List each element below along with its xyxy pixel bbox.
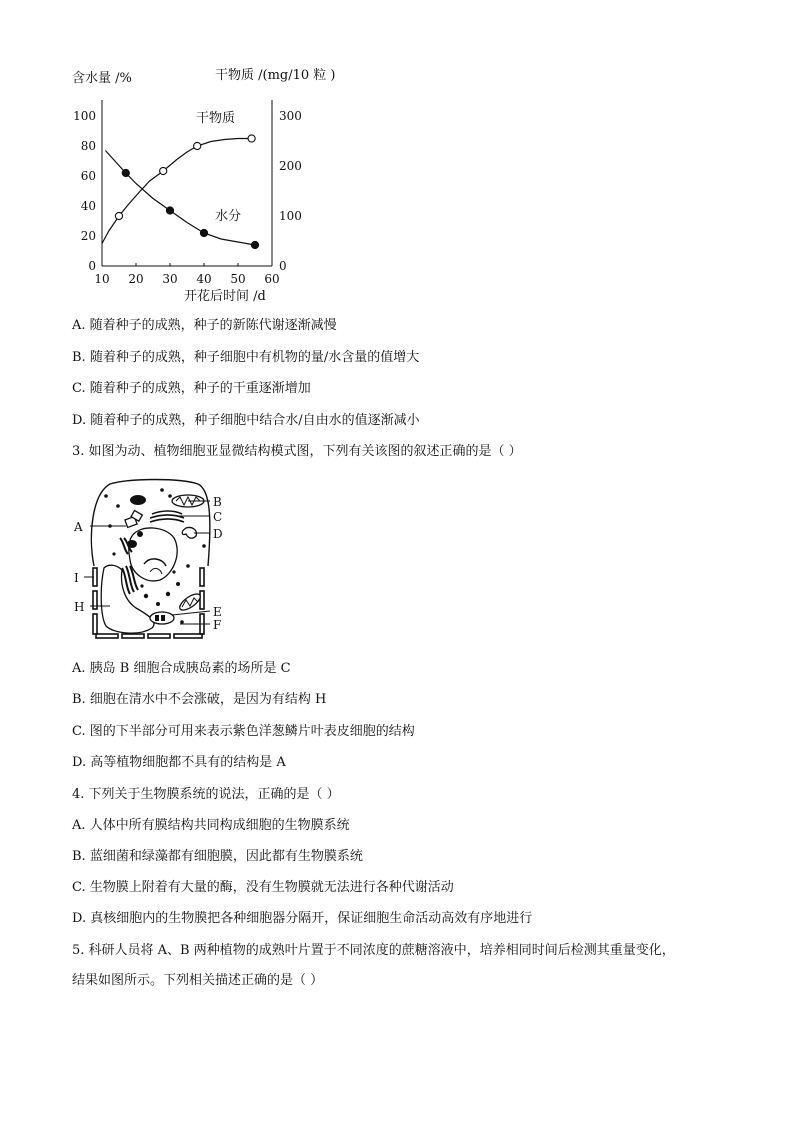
q5-stem-line-1: 5. 科研人员将 A、B 两种植物的成熟叶片置于不同浓度的蔗糖溶液中，培养相同时间后检测其重量变化， — [72, 943, 675, 958]
q4-option-c: C. 生物膜上附着有大量的酶，没有生物膜就无法进行各种代谢活动 — [72, 880, 454, 895]
y-right-tick-label: 100 — [279, 209, 302, 223]
q4-stem: 4. 下列关于生物膜系统的说法，正确的是（ ） — [72, 787, 340, 802]
cell-label-i: I — [74, 571, 79, 585]
dry-matter-point — [115, 212, 122, 219]
seed-maturation-chart — [60, 60, 350, 310]
series-layer — [102, 135, 259, 249]
q5-stem-line-2: 结果如图所示。下列相关描述正确的是（ ） — [72, 973, 324, 988]
cell-ultrastructure-diagram — [70, 476, 240, 646]
x-tick-label: 10 — [94, 272, 110, 286]
chloroplast — [150, 612, 174, 624]
dry-matter-point — [160, 167, 167, 174]
water-curve — [105, 151, 255, 246]
x-tick-label: 60 — [264, 272, 280, 286]
q3-option-c: C. 图的下半部分可用来表示紫色洋葱鳞片叶表皮细胞的结构 — [72, 724, 415, 739]
series-label-water: 水分 — [215, 209, 242, 224]
dry-matter-point — [194, 142, 201, 149]
y-right-axis-label: 干物质 /(mg/10 粒 ) — [215, 68, 336, 83]
y-left-tick-label: 60 — [80, 169, 96, 183]
q2-option-b: B. 随着种子的成熟，种子细胞中有机物的量/水含量的值增大 — [72, 350, 420, 365]
q3-option-b: B. 细胞在清水中不会涨破，是因为有结构 H — [72, 692, 327, 707]
q3-option-d: D. 高等植物细胞都不具有的结构是 A — [72, 755, 286, 770]
y-left-tick-label: 0 — [88, 259, 96, 273]
nucleus — [129, 528, 177, 581]
cell-label-f: F — [213, 618, 222, 632]
y-left-axis-label: 含水量 /% — [72, 71, 132, 86]
mitochondrion-lower — [177, 591, 202, 613]
q3-stem: 3. 如图为动、植物细胞亚显微结构模式图，下列有关该图的叙述正确的是（ ） — [72, 444, 522, 459]
series-label-dry-matter: 干物质 — [196, 111, 236, 126]
y-left-tick-label: 20 — [80, 229, 96, 243]
q3-option-a: A. 胰岛 B 细胞合成胰岛素的场所是 C — [72, 661, 291, 676]
q2-option-d: D. 随着种子的成熟，种子细胞中结合水/自由水的值逐渐减小 — [72, 413, 420, 428]
cell-label-e: E — [213, 605, 222, 619]
q4-option-a: A. 人体中所有膜结构共同构成细胞的生物膜系统 — [72, 818, 350, 833]
axes — [102, 100, 272, 266]
y-right-tick-label: 200 — [279, 159, 302, 173]
q2-option-c: C. 随着种子的成熟，种子的干重逐渐增加 — [72, 381, 311, 396]
y-right-tick-label: 0 — [279, 259, 287, 273]
water-point — [251, 241, 258, 248]
water-point — [122, 169, 129, 176]
y-left-tick-label: 80 — [80, 139, 96, 153]
y-right-ticks — [279, 109, 302, 273]
cell-label-h: H — [74, 600, 85, 614]
x-axis-label: 开花后时间 /d — [184, 289, 266, 304]
cell-label-c: C — [213, 510, 223, 524]
cell-label-d: D — [213, 527, 223, 541]
y-left-tick-label: 40 — [80, 199, 96, 213]
x-tick-label: 40 — [196, 272, 212, 286]
water-point — [166, 207, 173, 214]
centrosome — [125, 511, 142, 528]
x-tick-label: 30 — [162, 272, 178, 286]
y-right-tick-label: 300 — [279, 109, 302, 123]
y-left-ticks — [73, 109, 96, 273]
cell-label-b: B — [213, 495, 222, 509]
y-left-tick-label: 100 — [73, 109, 96, 123]
x-tick-label: 20 — [128, 272, 144, 286]
cell-label-a: A — [74, 520, 83, 534]
dry-matter-point — [248, 135, 255, 142]
dry-matter-curve — [102, 139, 252, 244]
q2-option-a: A. 随着种子的成熟，种子的新陈代谢逐渐减慢 — [72, 318, 337, 333]
water-point — [200, 229, 207, 236]
x-tick-label: 50 — [230, 272, 246, 286]
q4-option-b: B. 蓝细菌和绿藻都有细胞膜，因此都有生物膜系统 — [72, 849, 363, 864]
q4-option-d: D. 真核细胞内的生物膜把各种细胞器分隔开，保证细胞生命活动高效有序地进行 — [72, 911, 533, 926]
